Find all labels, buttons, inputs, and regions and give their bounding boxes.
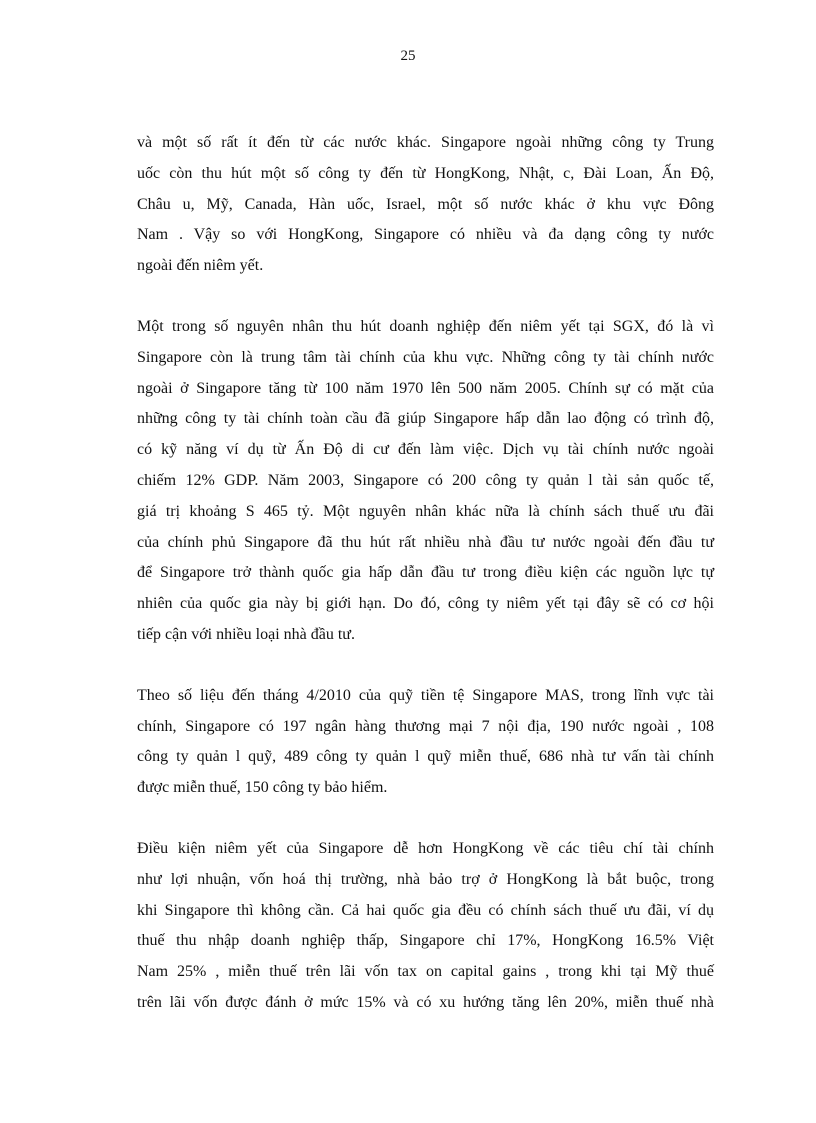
text-line: công ty quản l quỹ, 489 công ty quản l quỹ miễn thuế, 686 nhà tư vấn tài chính [137, 748, 714, 766]
text-line: những công ty tài chính toàn cầu đã giúp Singapore hấp dẫn lao động có trình độ, [137, 410, 714, 428]
paragraph-listing-conditions [137, 834, 714, 1019]
text-line: khi Singapore thì không cần. Cả hai quốc gia đều có chính sách thuế ưu đãi, ví dụ [137, 901, 714, 919]
text-line: Điều kiện niêm yết của Singapore dễ hơn HongKong về các tiêu chí tài chính [137, 839, 714, 857]
text-line: Theo số liệu đến tháng 4/2010 của quỹ tiền tệ Singapore MAS, trong lĩnh vực tài [137, 686, 714, 704]
paragraph-foreign-companies [137, 128, 714, 282]
text-line: chiếm 12% GDP. Năm 2003, Singapore có 200 công ty quản l tài sản quốc tế, [137, 471, 714, 489]
text-line: thuế thu nhập doanh nghiệp thấp, Singapore chỉ 17%, HongKong 16.5% Việt [137, 932, 714, 950]
text-line: ngoài ở Singapore tăng từ 100 năm 1970 lên 500 năm 2005. Chính sự có mặt của [137, 379, 714, 397]
paragraph-mas-statistics [137, 681, 714, 804]
text-line: Nam . Vậy so với HongKong, Singapore có nhiều và đa dạng công ty nước [137, 226, 714, 244]
text-line: giá trị khoảng S 465 tỷ. Một nguyên nhân khác nữa là chính sách thuế ưu đãi [137, 502, 714, 520]
page-number: 25 [400, 48, 416, 64]
text-line: nhiên của quốc gia này bị giới hạn. Do đó, công ty niêm yết tại đây sẽ có cơ hội [137, 595, 714, 613]
text-line: chính, Singapore có 197 ngân hàng thương mại 7 nội địa, 190 nước ngoài , 108 [137, 717, 714, 735]
document-body [137, 128, 714, 1049]
text-line: Một trong số nguyên nhân thu hút doanh nghiệp đến niêm yết tại SGX, đó là vì [137, 317, 714, 335]
text-line: trên lãi vốn được đánh ở mức 15% và có xu hướng tăng lên 20%, miễn thuế nhà [137, 993, 714, 1011]
text-line: và một số rất ít đến từ các nước khác. Singapore ngoài những công ty Trung [137, 134, 714, 151]
text-line: của chính phủ Singapore đã thu hút rất nhiều nhà đầu tư nước ngoài đến đầu tư [137, 533, 714, 551]
text-line: uốc còn thu hút một số công ty đến từ HongKong, Nhật, c, Đài Loan, Ấn Độ, [137, 164, 714, 182]
text-line: như lợi nhuận, vốn hoá thị trường, nhà bảo trợ ở HongKong là bắt buộc, trong [137, 870, 714, 888]
text-line: có kỹ năng ví dụ từ Ấn Độ di cư đến làm việc. Dịch vụ tài chính nước ngoài [137, 441, 714, 459]
text-line: Nam 25% , miễn thuế trên lãi vốn tax on capital gains , trong khi tại Mỹ thuế [137, 963, 714, 981]
text-line: ngoài đến niêm yết. [137, 257, 264, 275]
text-line: tiếp cận với nhiều loại nhà đầu tư. [137, 625, 355, 643]
paragraph-financial-center [137, 312, 714, 651]
text-line: để Singapore trở thành quốc gia hấp dẫn đầu tư trong điều kiện các nguồn lực tự [137, 564, 714, 582]
text-line: Singapore còn là trung tâm tài chính của khu vực. Những công ty tài chính nước [137, 348, 714, 366]
text-line: được miễn thuế, 150 công ty bảo hiểm. [137, 779, 388, 797]
text-line: Châu u, Mỹ, Canada, Hàn uốc, Israel, một số nước khác ở khu vực Đông [137, 195, 714, 213]
